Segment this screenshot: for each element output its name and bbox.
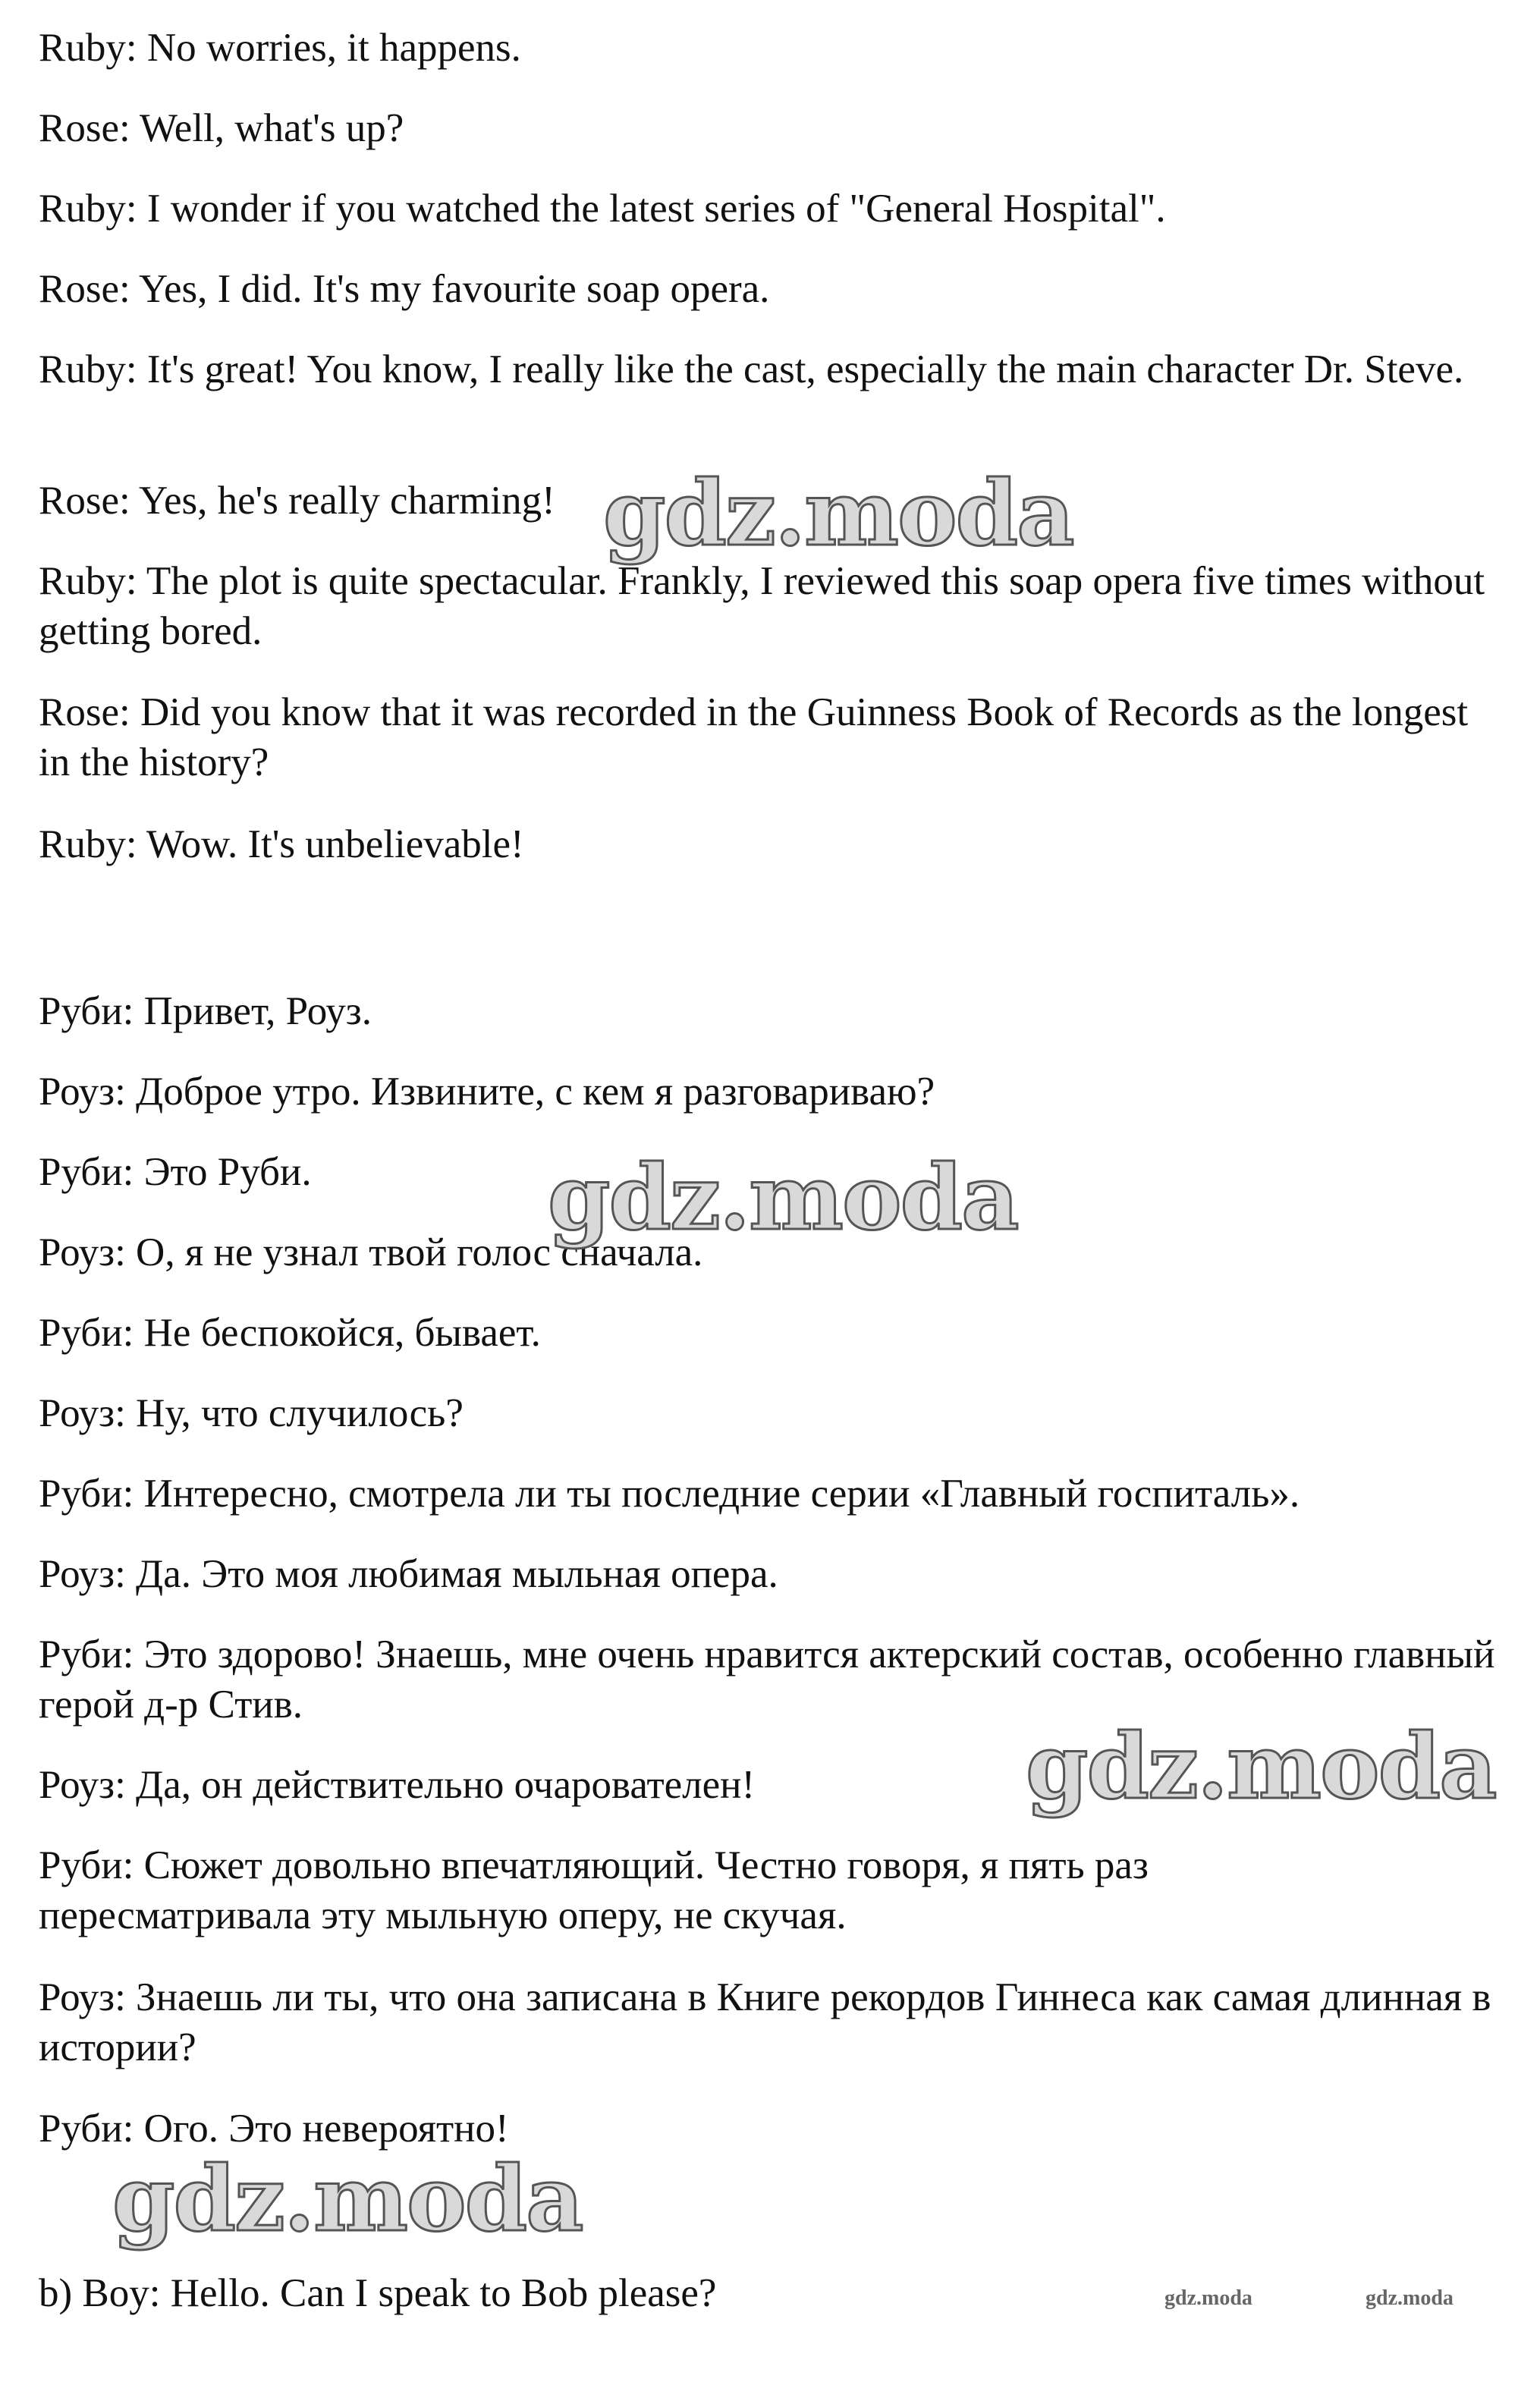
watermark-logo-2: gdz.moda	[548, 1145, 1018, 1250]
dialogue-line-en-2: Rose: Well, what's up?	[39, 106, 404, 150]
dialogue-line-en-6: Rose: Yes, he's really charming!	[39, 479, 555, 523]
watermark-logo-3: gdz.moda	[1026, 1714, 1496, 1819]
dialogue-line-en-5: Ruby: It's great! You know, I really like the cast, especially the main character Dr. Steve.	[39, 347, 1464, 391]
dialogue-line-en-7: Ruby: The plot is quite spectacular. Frankly, I reviewed this soap opera five times without getting bored.	[39, 559, 1485, 653]
watermark-logo-4: gdz.moda	[112, 2146, 583, 2251]
dialogue-line-ru-3: Руби: Это Руби.	[39, 1150, 312, 1194]
dialogue-line-en-3: Ruby: I wonder if you watched the latest series of "General Hospital".	[39, 187, 1166, 231]
dialogue-line-ru-5: Руби: Не беспокойся, бывает.	[39, 1311, 541, 1355]
dialogue-line-ru-6: Роуз: Ну, что случилось?	[39, 1391, 464, 1435]
watermark-small-1: gdz.moda	[1164, 2286, 1252, 2310]
dialogue-line-ru-4: Роуз: О, я не узнал твой голос сначала.	[39, 1230, 703, 1274]
dialogue-line-ru-9: Руби: Это здорово! Знаешь, мне очень нравится актерский состав, особенно главный герой д-р Стив.	[39, 1632, 1495, 1727]
watermark-logo-1: gdz.moda	[603, 460, 1073, 566]
dialogue-line-ru-13: Руби: Ого. Это невероятно!	[39, 2107, 509, 2151]
dialogue-line-en-8: Rose: Did you know that it was recorded in the Guinness Book of Records as the longest in the history?	[39, 690, 1469, 784]
next-task-line: b) Boy: Hello. Can I speak to Bob please?	[39, 2271, 717, 2315]
dialogue-line-en-9: Ruby: Wow. It's unbelievable!	[39, 822, 524, 866]
dialogue-line-en-4: Rose: Yes, I did. It's my favourite soap opera.	[39, 267, 770, 311]
dialogue-line-ru-10: Роуз: Да, он действительно очарователен!	[39, 1763, 756, 1807]
dialogue-line-ru-2: Роуз: Доброе утро. Извините, с кем я разговариваю?	[39, 1070, 935, 1114]
dialogue-line-ru-11: Руби: Сюжет довольно впечатляющий. Честно говоря, я пять раз пересматривала эту мыльную оперу, не скучая.	[39, 1843, 1149, 1937]
dialogue-line-ru-8: Роуз: Да. Это моя любимая мыльная опера.	[39, 1552, 778, 1596]
dialogue-line-ru-12: Роуз: Знаешь ли ты, что она записана в Книге рекордов Гиннеса как самая длинная в истории?	[39, 1975, 1491, 2069]
dialogue-line-ru-1: Руби: Привет, Роуз.	[39, 989, 372, 1033]
dialogue-line-ru-7: Руби: Интересно, смотрела ли ты последние серии «Главный госпиталь».	[39, 1472, 1300, 1516]
dialogue-line-en-1: Ruby: No worries, it happens.	[39, 26, 521, 70]
watermark-small-2: gdz.moda	[1366, 2286, 1454, 2310]
